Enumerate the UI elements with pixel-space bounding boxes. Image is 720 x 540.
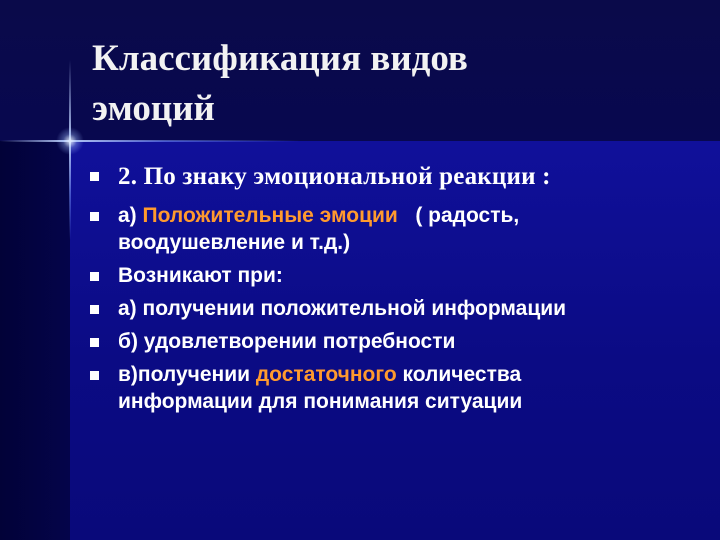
square-bullet-icon xyxy=(90,338,99,347)
square-bullet-icon xyxy=(90,272,99,281)
slide-title-line1: Классификация видов xyxy=(92,38,468,79)
highlighted-text: Положительные эмоции xyxy=(142,204,398,227)
list-item-text: а) Положительные эмоции ( радость, воодушевление и т.д.) xyxy=(118,204,520,254)
slide-left-band xyxy=(0,141,70,540)
list-item-arise-when xyxy=(88,262,708,289)
square-bullet-icon xyxy=(90,371,99,380)
list-item-positive-info xyxy=(88,295,708,322)
list-item-text: а) получении положительной информации xyxy=(118,297,567,320)
list-item-text: Возникают при: xyxy=(118,264,283,287)
list-item-positive-emotions xyxy=(88,202,708,256)
list-item-text: б) удовлетворении потребности xyxy=(118,330,456,353)
square-bullet-icon xyxy=(90,212,99,221)
bullet-list xyxy=(88,162,708,421)
list-item-sufficient-info xyxy=(88,361,708,415)
decorative-sparkle-icon xyxy=(56,127,84,155)
square-bullet-icon xyxy=(90,305,99,314)
decorative-horizontal-line xyxy=(0,140,300,142)
list-item-need-satisfaction xyxy=(88,328,708,355)
list-item-heading xyxy=(88,162,708,192)
list-item-text: 2. По знаку эмоциональной реакции : xyxy=(118,163,551,190)
list-item-text: в)получении достаточного количества информации для понимания ситуации xyxy=(118,363,523,413)
slide-title xyxy=(92,34,692,134)
slide-title-line2: эмоций xyxy=(92,88,215,129)
square-bullet-icon xyxy=(90,172,99,181)
highlighted-text: достаточного xyxy=(255,363,397,386)
